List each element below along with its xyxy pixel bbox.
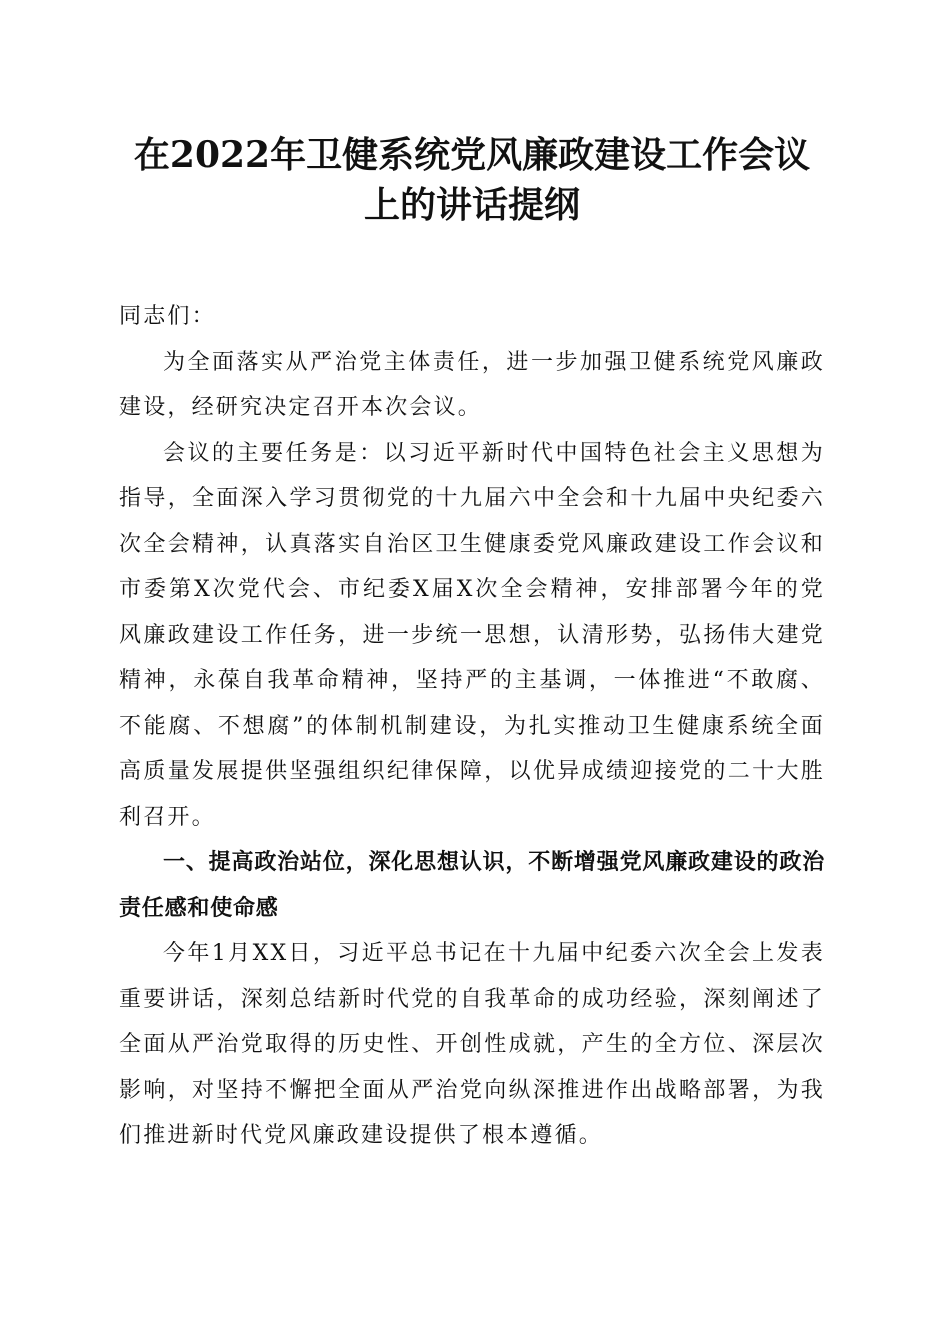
paragraph-purpose: 为全面落实从严治党主体责任，进一步加强卫健系统党风廉政建设，经研究决定召开本次会议。 bbox=[119, 349, 825, 420]
document-title: 在2022年卫健系统党风廉政建设工作会议上的讲话提纲 bbox=[133, 134, 811, 226]
section-heading-1: 一、提高政治站位，深化思想认识，不断增强党风廉政建设的政治责任感和使命感 bbox=[119, 850, 825, 921]
document-page bbox=[119, 130, 825, 1159]
salutation: 同志们： bbox=[119, 304, 216, 329]
paragraph-main-tasks: 会议的主要任务是：以习近平新时代中国特色社会主义思想为指导，全面深入学习贯彻党的十九届六中全会和十九届中央纪委六次全会精神，认真落实自治区卫生健康委党风廉政建设工作会议和市委第X次党代会、市纪委X届X次全会精神，安排部署今年的党风廉政建设工作任务，进一步统一思想，认清形势，弘扬伟大建党精神，永葆自我革命精神，坚持严的主基调，一体推进“不敢腐、不能腐、不想腐”的体制机制建设，为扎实推动卫生健康系统全面高质量发展提供坚强组织纪律保障，以优异成绩迎接党的二十大胜利召开。 bbox=[119, 440, 825, 830]
paragraph-speech-summary: 今年1月XX日，习近平总书记在十九届中纪委六次全会上发表重要讲话，深刻总结新时代党的自我革命的成功经验，深刻阐述了全面从严治党取得的历史性、开创性成就，产生的全方位、深层次影响，对坚持不懈把全面从严治党向纵深推进作出战略部署，为我们推进新时代党风廉政建设提供了根本遵循。 bbox=[119, 941, 825, 1148]
